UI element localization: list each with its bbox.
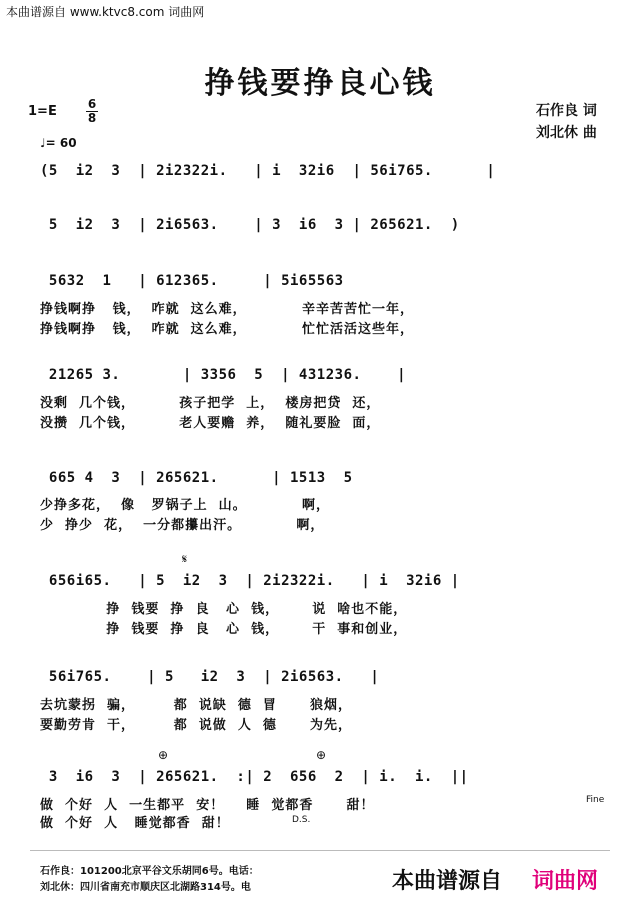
coda-icon-1: ⊕ xyxy=(158,748,169,762)
score-line-5-lyric-1: 少挣多花， 像 罗锅子上 山。 啊， xyxy=(40,498,330,513)
song-title: 挣钱要挣良心钱 xyxy=(204,66,436,101)
score-line-3-lyric-1: 挣钱啊挣 钱， 咋就 这么难， 辛辛苦苦忙一年， xyxy=(40,302,414,317)
footer-line-1: 石作良：101200北京平谷文乐胡同6号。电话： xyxy=(40,866,259,877)
score-line-4-lyric-1: 没剩 几个钱， 孩子把学 上， 楼房把贷 还， xyxy=(40,396,381,411)
brand-text-right: 词曲网 xyxy=(532,869,599,894)
score-line-2-notes: 5 i2 3 | 2i6563. | 3 i6 3 | 265621. ) xyxy=(40,217,460,233)
score-line-8-lyric-1: 做 个好 人 一生都平 安！ 睡 觉都香 甜！ xyxy=(40,798,375,813)
score-line-1-notes: (5 i2 3 | 2i2322i. | i 32i6 | 56i765. | xyxy=(40,163,496,179)
score-line-8-lyric-2: 做 个好 人 睡觉都香 甜！ xyxy=(40,816,230,831)
score-line-8-notes: 3 i6 3 | 265621. :| 2 656 2 | i. i. || xyxy=(40,769,469,785)
score-line-7-notes: 56i765. | 5 i2 3 | 2i6563. | xyxy=(40,669,380,685)
segno-icon: 𝄋 xyxy=(182,552,188,566)
composer-credit: 刘北休 曲 xyxy=(536,125,597,141)
fine-marking: Fine xyxy=(586,795,605,805)
score-line-5-lyric-2: 少 挣少 花， 一分都攥出汗。 啊， xyxy=(40,518,325,533)
footer-divider xyxy=(30,850,610,851)
lyricist-credit: 石作良 词 xyxy=(536,103,597,119)
score-line-6-lyric-1: 挣 钱要 挣 良 心 钱， 说 啥也不能， xyxy=(40,602,408,617)
source-header: 本曲谱源自 www.ktvc8.com 词曲网 xyxy=(6,5,205,19)
time-signature xyxy=(86,98,98,125)
coda-icon-2: ⊕ xyxy=(316,748,327,762)
key-signature: 1=E xyxy=(28,104,57,119)
score-line-7-lyric-2: 要勤劳肯 干， 都 说做 人 德 为先， xyxy=(40,718,353,733)
ds-marking: D.S. xyxy=(292,815,311,825)
score-line-6-notes: 656i65. | 5 i2 3 | 2i2322i. | i 32i6 | xyxy=(40,573,460,589)
brand-text-left: 本曲谱源自 xyxy=(392,869,503,894)
score-line-6-lyric-2: 挣 钱要 挣 良 心 钱， 干 事和创业， xyxy=(40,622,408,637)
score-line-7-lyric-1: 去坑蒙拐 骗， 都 说缺 德 冒 狼烟， xyxy=(40,698,353,713)
footer-line-2: 刘北休：四川省南充市顺庆区北湖路314号。电 xyxy=(40,882,251,893)
score-line-3-notes: 5632 1 | 612365. | 5i65563 xyxy=(40,273,344,289)
meter-top: 6 xyxy=(87,97,97,111)
meter-bottom: 8 xyxy=(87,111,97,125)
score-line-3-lyric-2: 挣钱啊挣 钱， 咋就 这么难， 忙忙活活这些年， xyxy=(40,322,414,337)
score-line-4-lyric-2: 没攒 几个钱， 老人要赡 养， 随礼要脸 面， xyxy=(40,416,381,431)
score-line-4-notes: 21265 3. | 3356 5 | 431236. | xyxy=(40,367,407,383)
score-line-5-notes: 665 4 3 | 265621. | 1513 5 xyxy=(40,470,353,486)
tempo-marking: ♩= 60 xyxy=(40,136,77,150)
